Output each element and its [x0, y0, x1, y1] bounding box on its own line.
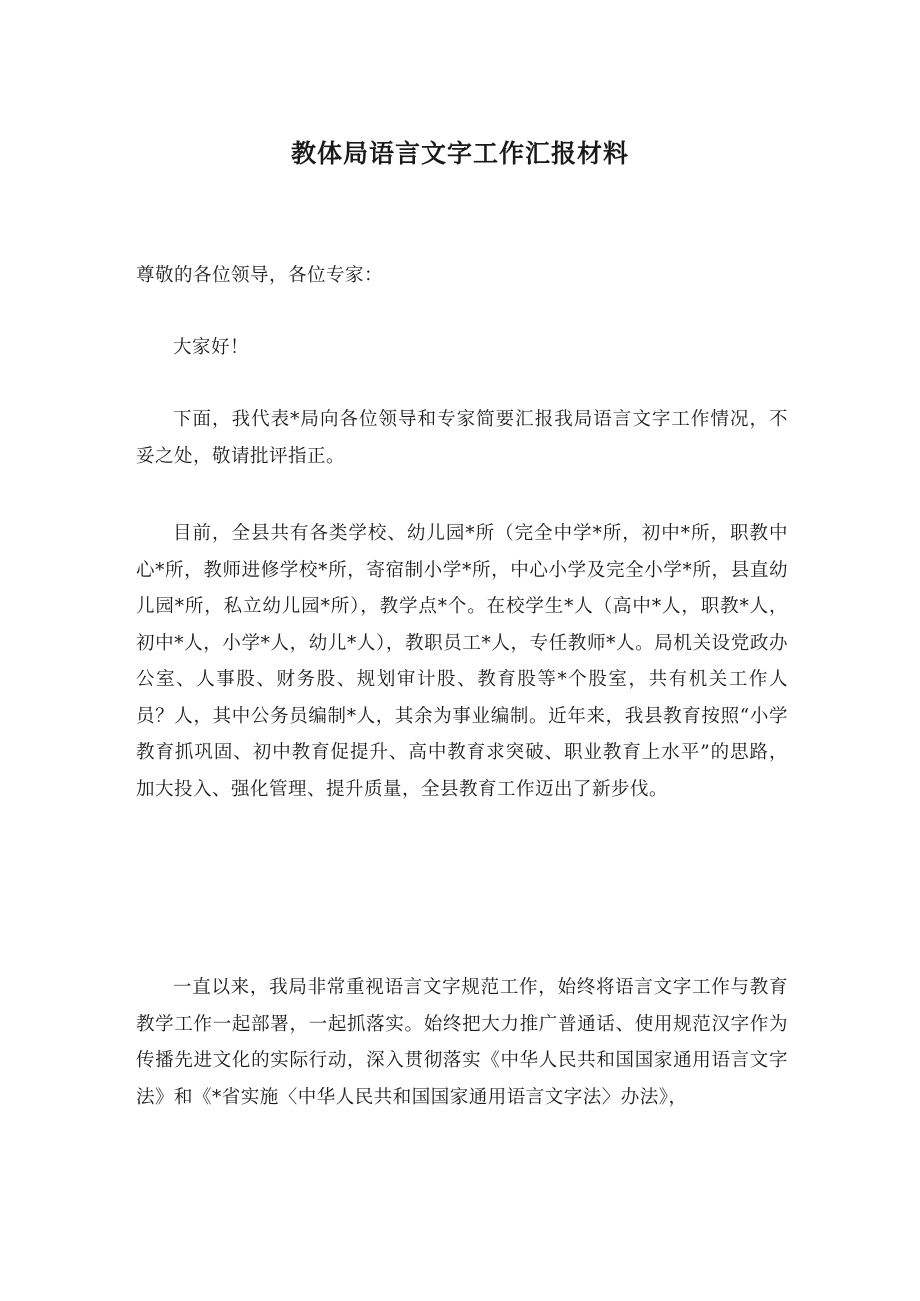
greeting-line: 大家好！ [173, 337, 250, 358]
paragraph-overview: 目前，全县共有各类学校、幼儿园*所（完全中学*所，初中*所，职教中心*所，教师进修学校*所，寄宿制小学*所，中心小学及完全小学*所，县直幼儿园*所，私立幼儿园*所），教学点*个。在校学生*人（高中*人，职教*人，初中*人，小学*人，幼儿*人），教职员工*人，专任教师*人。局机关设党政办公室、人事股、财务股、规划审计股、教育股等*个股室，共有机关工作人员？人，其中公务员编制*人，其余为事业编制。近年来，我县教育按照“小学教育抓巩固、初中教育促提升、高中教育求突破、职业教育上水平”的思路，加大投入、强化管理、提升质量，全县教育工作迈出了新步伐。 [136, 523, 788, 800]
paragraph-intro: 下面，我代表*局向各位领导和专家简要汇报我局语言文字工作情况，不妥之处，敬请批评指正。 [136, 409, 788, 467]
document-title: 教体局语言文字工作汇报材料 [290, 138, 629, 168]
salutation: 尊敬的各位领导，各位专家： [136, 265, 384, 286]
paragraph-language-work: 一直以来，我局非常重视语言文字规范工作，始终将语言文字工作与教育教学工作一起部署，一起抓落实。始终把大力推广普通话、使用规范汉字作为传播先进文化的实际行动，深入贯彻落实《中华人民共和国国家通用语言文字法》和《*省实施〈中华人民共和国国家通用语言文字法〉办法》， [136, 977, 788, 1108]
